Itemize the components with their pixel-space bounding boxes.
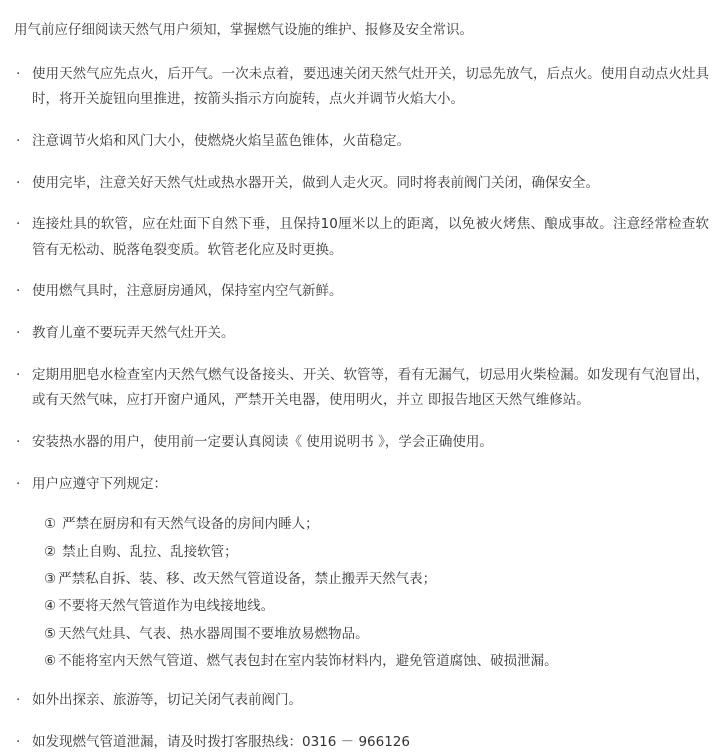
rule-item bbox=[14, 593, 709, 619]
bullet-marker-icon: · bbox=[16, 216, 21, 233]
bullet-text: 使用完毕，注意关好天然气灶或热水器开关，做到人走火灭。同时将表前阀门关闭，确保安全。 bbox=[32, 174, 599, 191]
rule-text: 不要将天然气管道作为电线接地线。 bbox=[58, 598, 275, 615]
rule-item bbox=[14, 648, 709, 674]
bullet-marker-icon: · bbox=[16, 325, 21, 342]
bullet-item bbox=[14, 363, 709, 414]
rule-text: 不能将室内天然气管道、燃气表包封在室内装饰材料内，避免管道腐蚀、破损泄漏。 bbox=[58, 652, 558, 669]
bullet-marker-icon: · bbox=[16, 132, 21, 149]
bullet-marker-icon: · bbox=[16, 283, 21, 300]
bullet-marker-icon: · bbox=[16, 65, 21, 82]
intro-paragraph: 用气前应仔细阅读天然气用户须知，掌握燃气设施的维护、报修及安全常识。 bbox=[14, 22, 473, 38]
rule-item bbox=[14, 566, 709, 592]
bullet-item bbox=[14, 279, 709, 305]
rules-heading-item bbox=[14, 472, 709, 498]
bullet-text: 如外出探亲、旅游等，切记关闭气表前阀门。 bbox=[32, 692, 302, 709]
hotline-text: 如发现燃气管道泄漏，请及时拨打客服热线：0316 － 966126 bbox=[32, 733, 410, 750]
bullet-text: 使用天然气应先点火，后开气。一次未点着，要迅速关闭天然气灶开关，切忌先放气，后点火。使用自动点火灶具时，将开关旋钮向里推进，按箭头指示方向旋转，点火并调节火焰大小。 bbox=[32, 65, 709, 108]
rule-text: 天然气灶具、气表、热水器周围不要堆放易燃物品。 bbox=[58, 625, 369, 642]
bullet-item bbox=[14, 129, 709, 155]
rule-marker: ② bbox=[44, 543, 57, 560]
bullet-item bbox=[14, 212, 709, 263]
rules-list bbox=[14, 511, 709, 674]
rule-item bbox=[14, 539, 709, 565]
rule-marker: ⑥ bbox=[44, 652, 57, 669]
bullet-item bbox=[14, 321, 709, 347]
rules-heading: 用户应遵守下列规定： bbox=[32, 475, 167, 492]
bullet-marker-icon: · bbox=[16, 475, 21, 492]
bullet-marker-icon: · bbox=[16, 434, 21, 451]
rule-marker: ③ bbox=[44, 570, 57, 587]
bullet-marker-icon: · bbox=[16, 366, 21, 383]
bullet-item bbox=[14, 688, 709, 714]
rule-marker: ④ bbox=[44, 598, 57, 615]
bullet-item bbox=[14, 171, 709, 197]
rule-item bbox=[14, 621, 709, 647]
bullet-text: 安装热水器的用户，使用前一定要认真阅读《 使用说明书 》，学会正确使用。 bbox=[32, 434, 493, 451]
bullet-item bbox=[14, 430, 709, 456]
rule-text: 严禁私自拆、装、移、改天然气管道设备，禁止搬弄天然气表； bbox=[58, 570, 437, 587]
rule-item bbox=[14, 511, 709, 537]
bullet-item bbox=[14, 62, 709, 113]
bullet-text: 注意调节火焰和风门大小，使燃烧火焰呈蓝色锥体，火苗稳定。 bbox=[32, 132, 410, 149]
rule-text: 禁止自购、乱拉、乱接软管； bbox=[62, 543, 238, 560]
rule-text: 严禁在厨房和有天然气设备的房间内睡人； bbox=[62, 516, 319, 533]
bullet-text: 使用燃气具时，注意厨房通风，保持室内空气新鲜。 bbox=[32, 283, 343, 300]
bullet-text: 教育儿童不要玩弄天然气灶开关。 bbox=[32, 325, 235, 342]
bullet-text: 连接灶具的软管，应在灶面下自然下垂，且保持10厘米以上的距离，以免被火烤焦、酿成事故。注意经常检查软管有无松动、脱落龟裂变质。软管老化应及时更换。 bbox=[32, 216, 709, 258]
rule-marker: ① bbox=[44, 516, 57, 533]
rule-marker: ⑤ bbox=[44, 625, 57, 642]
bullet-marker-icon: · bbox=[16, 174, 21, 191]
bullet-marker-icon: · bbox=[16, 692, 21, 709]
bullet-marker-icon: · bbox=[16, 733, 21, 750]
bullet-text: 定期用肥皂水检查室内天然气燃气设备接头、开关、软管等，看有无漏气，切忌用火柴检漏。如发现有气泡冒出，或有天然气味，应打开窗户通风，严禁开关电器，使用明火，并立 即报告地区天然气维修站。 bbox=[32, 366, 709, 409]
bullet-item bbox=[14, 730, 709, 755]
